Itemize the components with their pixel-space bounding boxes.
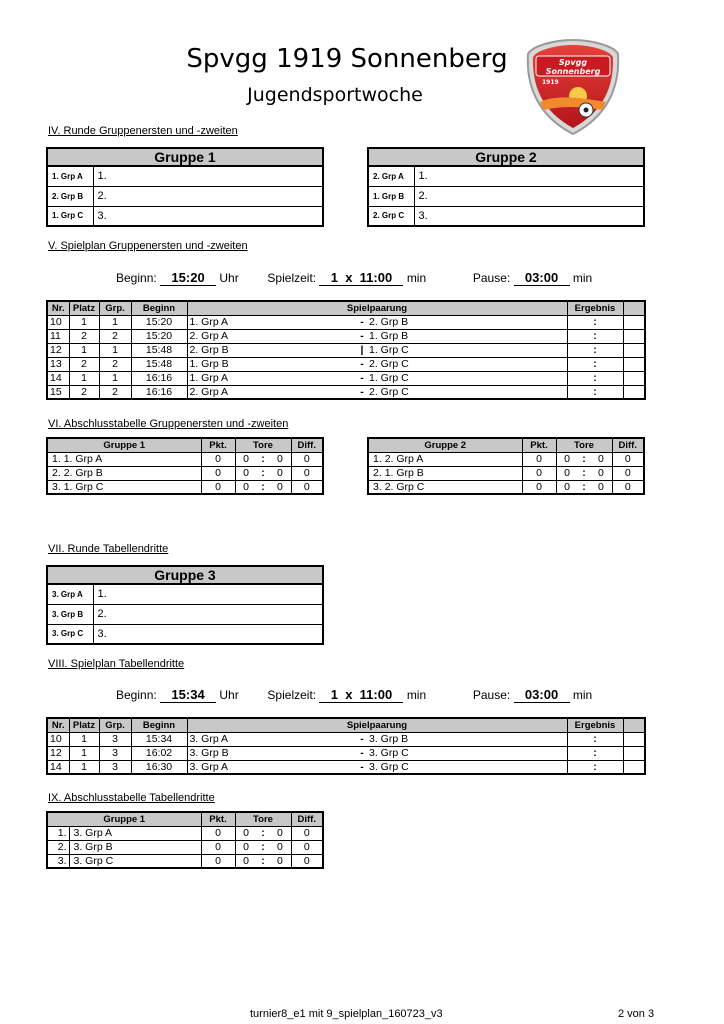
page-title: Spvgg 1919 Sonnenberg [186, 44, 508, 74]
col-header-tore: Tore [235, 438, 291, 452]
match-away: 2. Grp C [367, 357, 567, 371]
logo-text-line1: Spvgg [558, 58, 588, 67]
match-nr: 12 [47, 343, 69, 357]
team-pkt: 0 [201, 480, 235, 494]
team-pos: 1. [52, 453, 61, 465]
match-sep: - [357, 315, 367, 329]
section-heading-plan5: V. Spielplan Gruppenersten und -zweiten [48, 240, 248, 252]
col-header-platz: Platz [69, 718, 99, 732]
match-grp: 2 [99, 329, 131, 343]
table-row [47, 480, 323, 494]
match-away: 2. Grp B [367, 315, 567, 329]
club-logo [522, 36, 624, 138]
match-platz: 2 [69, 385, 99, 399]
group-slot: 3. [93, 206, 323, 226]
col-header-grp: Grp. [99, 718, 131, 732]
match-away: 2. Grp C [367, 385, 567, 399]
match-nr: 11 [47, 329, 69, 343]
match-grp: 1 [99, 343, 131, 357]
table-row [47, 343, 645, 357]
team-goals-sep: : [257, 826, 270, 840]
match-sep: | [357, 343, 367, 357]
match-away: 1. Grp C [367, 343, 567, 357]
team-goals-sep: : [257, 854, 270, 868]
team-goals-sep: : [578, 480, 591, 494]
match-platz: 1 [69, 760, 99, 774]
match-blank [623, 357, 645, 371]
beginn-label: Beginn: [116, 271, 157, 285]
team-entry [47, 480, 201, 494]
group-label: 1. Grp C [47, 206, 93, 226]
group3-box [46, 565, 324, 645]
section-heading-table9: IX. Abschlusstabelle Tabellendritte [48, 792, 215, 804]
match-away: 3. Grp B [367, 732, 567, 746]
team-diff: 0 [612, 466, 644, 480]
match-platz: 1 [69, 343, 99, 357]
table-row [47, 466, 323, 480]
group-slot: 2. [93, 186, 323, 206]
beginn-label: Beginn: [116, 688, 157, 702]
match-grp: 1 [99, 371, 131, 385]
col-header-diff: Diff. [291, 812, 323, 826]
match-blank [623, 732, 645, 746]
team-goals-for: 0 [235, 826, 257, 840]
group-label: 3. Grp B [47, 604, 93, 624]
table-row [47, 732, 645, 746]
match-sep: - [357, 760, 367, 774]
team-pos: 2. [373, 467, 382, 479]
team-goals-for: 0 [235, 854, 257, 868]
match-nr: 14 [47, 371, 69, 385]
match-result: : [567, 732, 623, 746]
team-goals-against: 0 [269, 840, 291, 854]
team-diff: 0 [291, 466, 323, 480]
uhr-label: Uhr [219, 271, 239, 285]
team-pos: 3. [373, 480, 382, 493]
schedule-table-plan5 [46, 300, 646, 400]
club-crest-icon [522, 36, 624, 138]
standings-table-group1 [46, 437, 324, 495]
match-result: : [567, 746, 623, 760]
match-nr: 10 [47, 732, 69, 746]
beginn-value: 15:34 [160, 687, 216, 703]
team-goals-against: 0 [269, 854, 291, 868]
standings-title: Gruppe 1 [47, 438, 201, 452]
group-label: 2. Grp A [368, 166, 414, 186]
team-goals-sep: : [257, 480, 270, 494]
team-diff: 0 [291, 826, 323, 840]
team-name: 1. Grp C [63, 480, 104, 493]
match-home: 3. Grp A [187, 732, 357, 746]
match-beginn: 15:20 [131, 315, 187, 329]
group-slot: 1. [414, 166, 644, 186]
group-slot: 2. [414, 186, 644, 206]
match-beginn: 16:16 [131, 385, 187, 399]
match-result: : [567, 760, 623, 774]
col-header-grp: Grp. [99, 301, 131, 315]
match-home: 3. Grp A [187, 760, 357, 774]
logo-year: 1919 [542, 79, 559, 86]
min-label: min [572, 688, 593, 702]
team-name: 2. Grp A [384, 453, 424, 465]
team-goals-sep: : [257, 840, 270, 854]
table-row [47, 315, 645, 329]
match-result: : [567, 343, 623, 357]
col-header-ergebnis: Ergebnis [567, 301, 623, 315]
pause-label: Pause: [472, 271, 511, 285]
team-name: 3. Grp C [69, 854, 201, 868]
team-pkt: 0 [522, 466, 556, 480]
min-label: min [406, 271, 427, 285]
standings-title: Gruppe 1 [47, 812, 201, 826]
match-result: : [567, 315, 623, 329]
team-entry [368, 466, 522, 480]
logo-text-line2: Sonnenberg [545, 67, 601, 76]
team-pos: 3. [47, 854, 69, 868]
group-slot: 1. [93, 584, 323, 604]
col-header-diff: Diff. [612, 438, 644, 452]
table-row [47, 385, 645, 399]
col-header-tore: Tore [556, 438, 612, 452]
col-header-tore: Tore [235, 812, 291, 826]
team-goals-against: 0 [590, 452, 612, 466]
match-beginn: 16:30 [131, 760, 187, 774]
match-home: 1. Grp A [187, 315, 357, 329]
team-goals-for: 0 [235, 480, 257, 494]
col-header-beginn: Beginn [131, 718, 187, 732]
group-slot: 3. [93, 624, 323, 644]
col-header-pkt: Pkt. [201, 812, 235, 826]
group-slot: 2. [93, 604, 323, 624]
match-away: 3. Grp C [367, 746, 567, 760]
match-nr: 14 [47, 760, 69, 774]
standings-table-group2 [367, 437, 645, 495]
team-entry [47, 452, 201, 466]
team-diff: 0 [612, 480, 644, 494]
col-header-nr: Nr. [47, 301, 69, 315]
section-heading-round4: IV. Runde Gruppenersten und -zweiten [48, 125, 238, 137]
team-pkt: 0 [201, 840, 235, 854]
team-diff: 0 [291, 480, 323, 494]
team-goals-for: 0 [556, 466, 578, 480]
table-row [47, 329, 645, 343]
team-goals-for: 0 [235, 840, 257, 854]
table-row [47, 854, 323, 868]
match-grp: 3 [99, 746, 131, 760]
section-heading-table6: VI. Abschlusstabelle Gruppenersten und -zweiten [48, 418, 289, 430]
team-pkt: 0 [201, 452, 235, 466]
team-name: 2. Grp C [384, 480, 425, 493]
match-blank [623, 329, 645, 343]
table-row [47, 760, 645, 774]
group-label: 1. Grp B [368, 186, 414, 206]
team-goals-for: 0 [235, 466, 257, 480]
match-sep: - [357, 371, 367, 385]
spielzeit-value: 1 x 11:00 [319, 687, 403, 703]
match-nr: 12 [47, 746, 69, 760]
table-row [47, 840, 323, 854]
team-diff: 0 [291, 840, 323, 854]
col-header-platz: Platz [69, 301, 99, 315]
team-pos: 1. [47, 826, 69, 840]
group2-title: Gruppe 2 [368, 148, 644, 166]
team-pkt: 0 [522, 480, 556, 494]
match-blank [623, 343, 645, 357]
match-grp: 3 [99, 732, 131, 746]
match-grp: 2 [99, 357, 131, 371]
match-blank [623, 371, 645, 385]
team-name: 3. Grp B [69, 840, 201, 854]
team-goals-for: 0 [235, 452, 257, 466]
match-result: : [567, 385, 623, 399]
team-goals-against: 0 [590, 466, 612, 480]
table-row [47, 746, 645, 760]
group-label: 1. Grp A [47, 166, 93, 186]
match-away: 3. Grp C [367, 760, 567, 774]
group1-title: Gruppe 1 [47, 148, 323, 166]
team-diff: 0 [291, 452, 323, 466]
match-beginn: 15:20 [131, 329, 187, 343]
group-label: 2. Grp C [368, 206, 414, 226]
match-result: : [567, 357, 623, 371]
match-blank [623, 746, 645, 760]
match-nr: 10 [47, 315, 69, 329]
team-name: 1. Grp A [63, 453, 103, 465]
match-beginn: 16:16 [131, 371, 187, 385]
pause-value: 03:00 [514, 270, 570, 286]
plan8-params [116, 687, 592, 703]
team-name: 2. Grp B [63, 467, 103, 479]
team-diff: 0 [291, 854, 323, 868]
col-header-ergebnis: Ergebnis [567, 718, 623, 732]
team-goals-for: 0 [556, 480, 578, 494]
match-home: 2. Grp B [187, 343, 357, 357]
team-entry [368, 480, 522, 494]
team-entry [368, 452, 522, 466]
group-label: 3. Grp C [47, 624, 93, 644]
match-home: 1. Grp A [187, 371, 357, 385]
col-header-blank [623, 301, 645, 315]
team-pkt: 0 [522, 452, 556, 466]
match-result: : [567, 329, 623, 343]
min-label: min [572, 271, 593, 285]
table-row [47, 826, 323, 840]
team-goals-against: 0 [269, 466, 291, 480]
match-away: 1. Grp B [367, 329, 567, 343]
table-row [47, 452, 323, 466]
team-pos: 2. [47, 840, 69, 854]
team-goals-against: 0 [269, 452, 291, 466]
match-beginn: 15:48 [131, 357, 187, 371]
table-row [47, 357, 645, 371]
team-diff: 0 [612, 452, 644, 466]
team-pos: 1. [373, 453, 382, 465]
match-blank [623, 760, 645, 774]
col-header-diff: Diff. [291, 438, 323, 452]
team-pkt: 0 [201, 854, 235, 868]
match-platz: 1 [69, 371, 99, 385]
team-name: 3. Grp A [69, 826, 201, 840]
team-goals-sep: : [578, 466, 591, 480]
team-entry [47, 466, 201, 480]
team-name: 1. Grp B [384, 467, 424, 479]
group1-box [46, 147, 324, 227]
team-goals-sep: : [257, 452, 270, 466]
match-sep: - [357, 746, 367, 760]
spielzeit-label: Spielzeit: [267, 271, 317, 285]
match-nr: 15 [47, 385, 69, 399]
match-home: 2. Grp A [187, 385, 357, 399]
match-beginn: 15:34 [131, 732, 187, 746]
table-row [368, 480, 644, 494]
match-platz: 1 [69, 732, 99, 746]
table-row [368, 452, 644, 466]
spielzeit-value: 1 x 11:00 [319, 270, 403, 286]
page-subtitle: Jugendsportwoche [247, 84, 423, 106]
match-home: 2. Grp A [187, 329, 357, 343]
match-result: : [567, 371, 623, 385]
group-slot: 1. [93, 166, 323, 186]
footer-filename: turnier8_e1 mit 9_spielplan_160723_v3 [250, 1008, 443, 1020]
match-sep: - [357, 357, 367, 371]
match-platz: 2 [69, 329, 99, 343]
spielzeit-label: Spielzeit: [267, 688, 317, 702]
match-blank [623, 315, 645, 329]
team-pkt: 0 [201, 466, 235, 480]
beginn-value: 15:20 [160, 270, 216, 286]
col-header-nr: Nr. [47, 718, 69, 732]
group-label: 2. Grp B [47, 186, 93, 206]
team-pkt: 0 [201, 826, 235, 840]
table-row [47, 371, 645, 385]
team-goals-sep: : [578, 452, 591, 466]
match-sep: - [357, 385, 367, 399]
plan5-params [116, 270, 592, 286]
min-label: min [406, 688, 427, 702]
team-goals-sep: : [257, 466, 270, 480]
group-slot: 3. [414, 206, 644, 226]
col-header-pkt: Pkt. [522, 438, 556, 452]
match-platz: 1 [69, 315, 99, 329]
col-header-beginn: Beginn [131, 301, 187, 315]
schedule-table-plan8 [46, 717, 646, 775]
match-away: 1. Grp C [367, 371, 567, 385]
match-grp: 1 [99, 315, 131, 329]
section-heading-round7: VII. Runde Tabellendritte [48, 543, 169, 555]
standings-table-thirds [46, 811, 324, 869]
match-sep: - [357, 732, 367, 746]
pause-value: 03:00 [514, 687, 570, 703]
match-platz: 2 [69, 357, 99, 371]
col-header-spielpaarung: Spielpaarung [187, 718, 567, 732]
team-pos: 3. [52, 480, 61, 493]
match-nr: 13 [47, 357, 69, 371]
match-home: 1. Grp B [187, 357, 357, 371]
match-home: 3. Grp B [187, 746, 357, 760]
team-pos: 2. [52, 467, 61, 479]
team-goals-against: 0 [590, 480, 612, 494]
uhr-label: Uhr [219, 688, 239, 702]
match-sep: - [357, 329, 367, 343]
match-beginn: 15:48 [131, 343, 187, 357]
col-header-blank [623, 718, 645, 732]
team-goals-against: 0 [269, 826, 291, 840]
footer-page-number: 2 von 3 [618, 1008, 655, 1020]
match-platz: 1 [69, 746, 99, 760]
pause-label: Pause: [472, 688, 511, 702]
match-beginn: 16:02 [131, 746, 187, 760]
match-grp: 3 [99, 760, 131, 774]
col-header-pkt: Pkt. [201, 438, 235, 452]
group-label: 3. Grp A [47, 584, 93, 604]
section-heading-plan8: VIII. Spielplan Tabellendritte [48, 658, 185, 670]
team-goals-for: 0 [556, 452, 578, 466]
col-header-spielpaarung: Spielpaarung [187, 301, 567, 315]
standings-title: Gruppe 2 [368, 438, 522, 452]
group2-box [367, 147, 645, 227]
table-row [368, 466, 644, 480]
match-grp: 2 [99, 385, 131, 399]
match-blank [623, 385, 645, 399]
group3-title: Gruppe 3 [47, 566, 323, 584]
team-goals-against: 0 [269, 480, 291, 494]
